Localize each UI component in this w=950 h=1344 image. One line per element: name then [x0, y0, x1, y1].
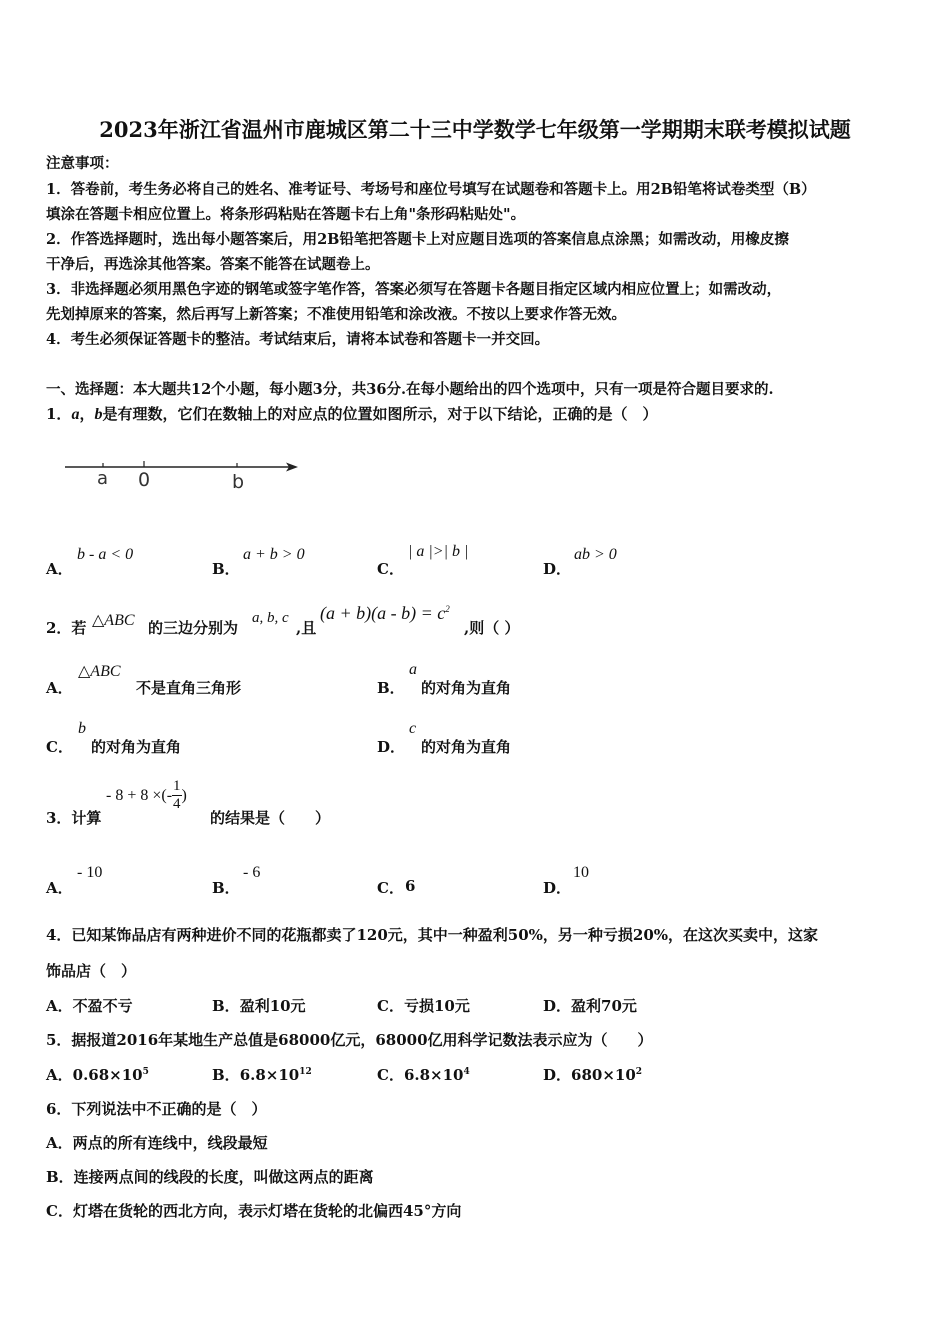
- q1-option-d-expr: ab > 0: [574, 546, 617, 563]
- q2-option-a-label: A．: [46, 679, 73, 697]
- q1-option-b-label: B．: [212, 560, 240, 578]
- page-title: 2023年浙江省温州市鹿城区第二十三中学数学七年级第一学期期末联考模拟试题: [99, 117, 851, 142]
- q5-option-a: [46, 1064, 149, 1085]
- note-3-line-2: 先划掉原来的答案，然后再写上新答案；不准使用铅笔和涂改液。不按以上要求作答无效。: [46, 306, 626, 323]
- note-1-line-2: 填涂在答题卡相应位置上。将条形码粘贴在答题卡右上角"条形码粘贴处"。: [46, 206, 526, 223]
- q4-option-a-text: 不盈不亏: [72, 997, 133, 1015]
- q3-expression: [106, 778, 187, 813]
- q2-option-d-text: 的对角为直角: [421, 738, 512, 756]
- q3-fraction: [172, 778, 182, 813]
- q4-option-d: [543, 995, 637, 1016]
- q2-option-b-text: 的对角为直角: [421, 679, 512, 697]
- q2-sides: a, b, c: [252, 610, 289, 626]
- q4-option-d-label: D．: [543, 997, 572, 1015]
- note-3-line-1: 3．非选择题必须用黑色字迹的钢笔或签字笔作答，答案必须写在答题卡各题目指定区域内相应位置上；如需改动，: [46, 281, 782, 298]
- note-2-line-1: 2．作答选择题时，选出每小题答案后，用2B铅笔把答题卡上对应题目选项的答案信息点涂黑；如需改动，用橡皮擦: [46, 231, 789, 248]
- q2-and: ,且: [296, 619, 317, 637]
- q6-option-a: A．两点的所有连线中，线段最短: [46, 1134, 268, 1152]
- q2-equation-body: (a + b)(a - b) = c: [320, 603, 446, 623]
- q5-option-a-exp: 5: [142, 1067, 149, 1077]
- note-2-line-2: 干净后，再选涂其他答案。答案不能答在试题卷上。: [46, 256, 380, 273]
- q3-end: 的结果是（ ）: [210, 809, 331, 827]
- q1-option-a-label: A．: [46, 560, 73, 578]
- section-heading: 一、选择题：本大题共12个小题，每小题3分，共36分.在每小题给出的四个选项中，只有一项是符合题目要求的.: [46, 381, 774, 398]
- q6-option-b: B．连接两点间的线段的长度，叫做这两点的距离: [46, 1168, 374, 1186]
- q2-option-d-label: D．: [377, 738, 406, 756]
- q1-option-b-expr: a + b > 0: [243, 546, 305, 563]
- q1-option-c-label: C．: [377, 560, 404, 578]
- q2-option-b-label: B．: [377, 679, 405, 697]
- q3-close-paren: ): [181, 786, 187, 804]
- q4-option-c-text: 亏损10元: [403, 997, 470, 1015]
- q1-text: 是有理数，它们在数轴上的对应点的位置如图所示，对于以下结论，正确的是（ ）: [102, 405, 658, 423]
- q4-option-b-label: B．: [212, 997, 240, 1015]
- q5-option-a-label: A．: [46, 1066, 73, 1084]
- q5-option-b-label: B．: [212, 1066, 240, 1084]
- q4-option-c-label: C．: [377, 997, 404, 1015]
- q2-option-d-expr: c: [409, 720, 417, 737]
- q5-option-d-exp: 2: [635, 1067, 643, 1077]
- q4-option-a: [46, 995, 133, 1016]
- q3-option-d-label: D．: [543, 879, 572, 897]
- q3-option-a-label: A．: [46, 879, 73, 897]
- q5-option-c: [377, 1064, 470, 1085]
- q5-option-c-base: 6.8×10: [403, 1066, 464, 1084]
- q2-equation: [320, 603, 450, 624]
- q4-option-b-text: 盈利10元: [239, 997, 306, 1015]
- note-4: 4．考生必须保证答题卡的整洁。考试结束后，请将本试卷和答题卡一并交回。: [46, 331, 550, 348]
- q5-option-c-exp: 4: [463, 1067, 470, 1077]
- q5-option-b-exp: 12: [299, 1067, 312, 1077]
- q2-triangle: △ABC: [92, 612, 135, 629]
- q3-option-a-value: - 10: [77, 864, 103, 881]
- q6-text: 6．下列说法中不正确的是（ ）: [46, 1100, 267, 1118]
- q5-option-d-base: 680×10: [571, 1066, 636, 1084]
- q4-line-2: 饰品店（ ）: [46, 962, 137, 980]
- q2-option-c-expr: b: [78, 720, 86, 737]
- q5-option-b-base: 6.8×10: [239, 1066, 300, 1084]
- q5-option-d-label: D．: [543, 1066, 572, 1084]
- q2-option-a-expr: △ABC: [78, 663, 121, 680]
- note-1-line-1: 1．答卷前，考生务必将自己的姓名、准考证号、考场号和座位号填写在试题卷和答题卡上。用2B铅笔将试卷类型（B）: [46, 181, 816, 198]
- q4-option-d-text: 盈利70元: [571, 997, 637, 1015]
- q1-number: 1．: [46, 405, 72, 423]
- axis-label-b: b: [232, 471, 245, 493]
- q2-option-c-text: 的对角为直角: [91, 738, 182, 756]
- q2-option-a-text: 不是直角三角形: [136, 679, 242, 697]
- q3-number: 3．计算: [46, 809, 102, 827]
- q5-option-d: [543, 1064, 642, 1085]
- q3-option-d-value: 10: [573, 864, 589, 881]
- q4-line-1: 4．已知某饰品店有两种进价不同的花瓶都卖了120元，其中一种盈利50%，另一种亏损20%，在这次买卖中，这家: [46, 926, 819, 944]
- q2-option-c-label: C．: [46, 738, 73, 756]
- q3-frac-num: 1: [173, 778, 181, 794]
- q1-option-d-label: D．: [543, 560, 572, 578]
- q3-option-c-label: C．: [377, 879, 404, 897]
- q2-end: ,则（ ）: [464, 619, 520, 637]
- q4-option-c: [377, 995, 470, 1016]
- q3-frac-den: 4: [173, 796, 181, 812]
- q4-option-b: [212, 995, 306, 1016]
- notes-heading: 注意事项：: [46, 155, 119, 172]
- q2-option-b-expr: a: [409, 661, 417, 678]
- q1-var-b: b: [94, 406, 103, 423]
- axis-label-0: 0: [138, 469, 151, 491]
- q1-separator: ，: [79, 405, 95, 423]
- number-line-figure: [60, 455, 310, 495]
- q2-number: 2．若: [46, 619, 87, 637]
- q2-mid-text: 的三边分别为: [148, 619, 239, 637]
- q4-option-a-label: A．: [46, 997, 73, 1015]
- q1-option-a-expr: b - a < 0: [77, 546, 134, 563]
- q6-option-c: C．灯塔在货轮的西北方向，表示灯塔在货轮的北偏西45°方向: [46, 1202, 462, 1220]
- q5-text: 5．据报道2016年某地生产总值是68000亿元，68000亿用科学记数法表示应为（ ）: [46, 1031, 653, 1049]
- q5-option-a-base: 0.68×10: [72, 1066, 143, 1084]
- question-1: [46, 403, 657, 424]
- q3-option-b-value: - 6: [243, 864, 261, 881]
- q3-option-c-value: 6: [405, 877, 416, 895]
- q5-option-b: [212, 1064, 312, 1085]
- q1-var-a: a: [71, 406, 80, 423]
- q3-option-b-label: B．: [212, 879, 240, 897]
- axis-label-a: a: [97, 468, 109, 489]
- q1-option-c-expr: | a |>| b |: [408, 543, 469, 560]
- q3-expr-text: - 8 + 8 ×(-: [106, 786, 173, 804]
- q5-option-c-label: C．: [377, 1066, 404, 1084]
- q2-equation-sup: 2: [445, 604, 450, 614]
